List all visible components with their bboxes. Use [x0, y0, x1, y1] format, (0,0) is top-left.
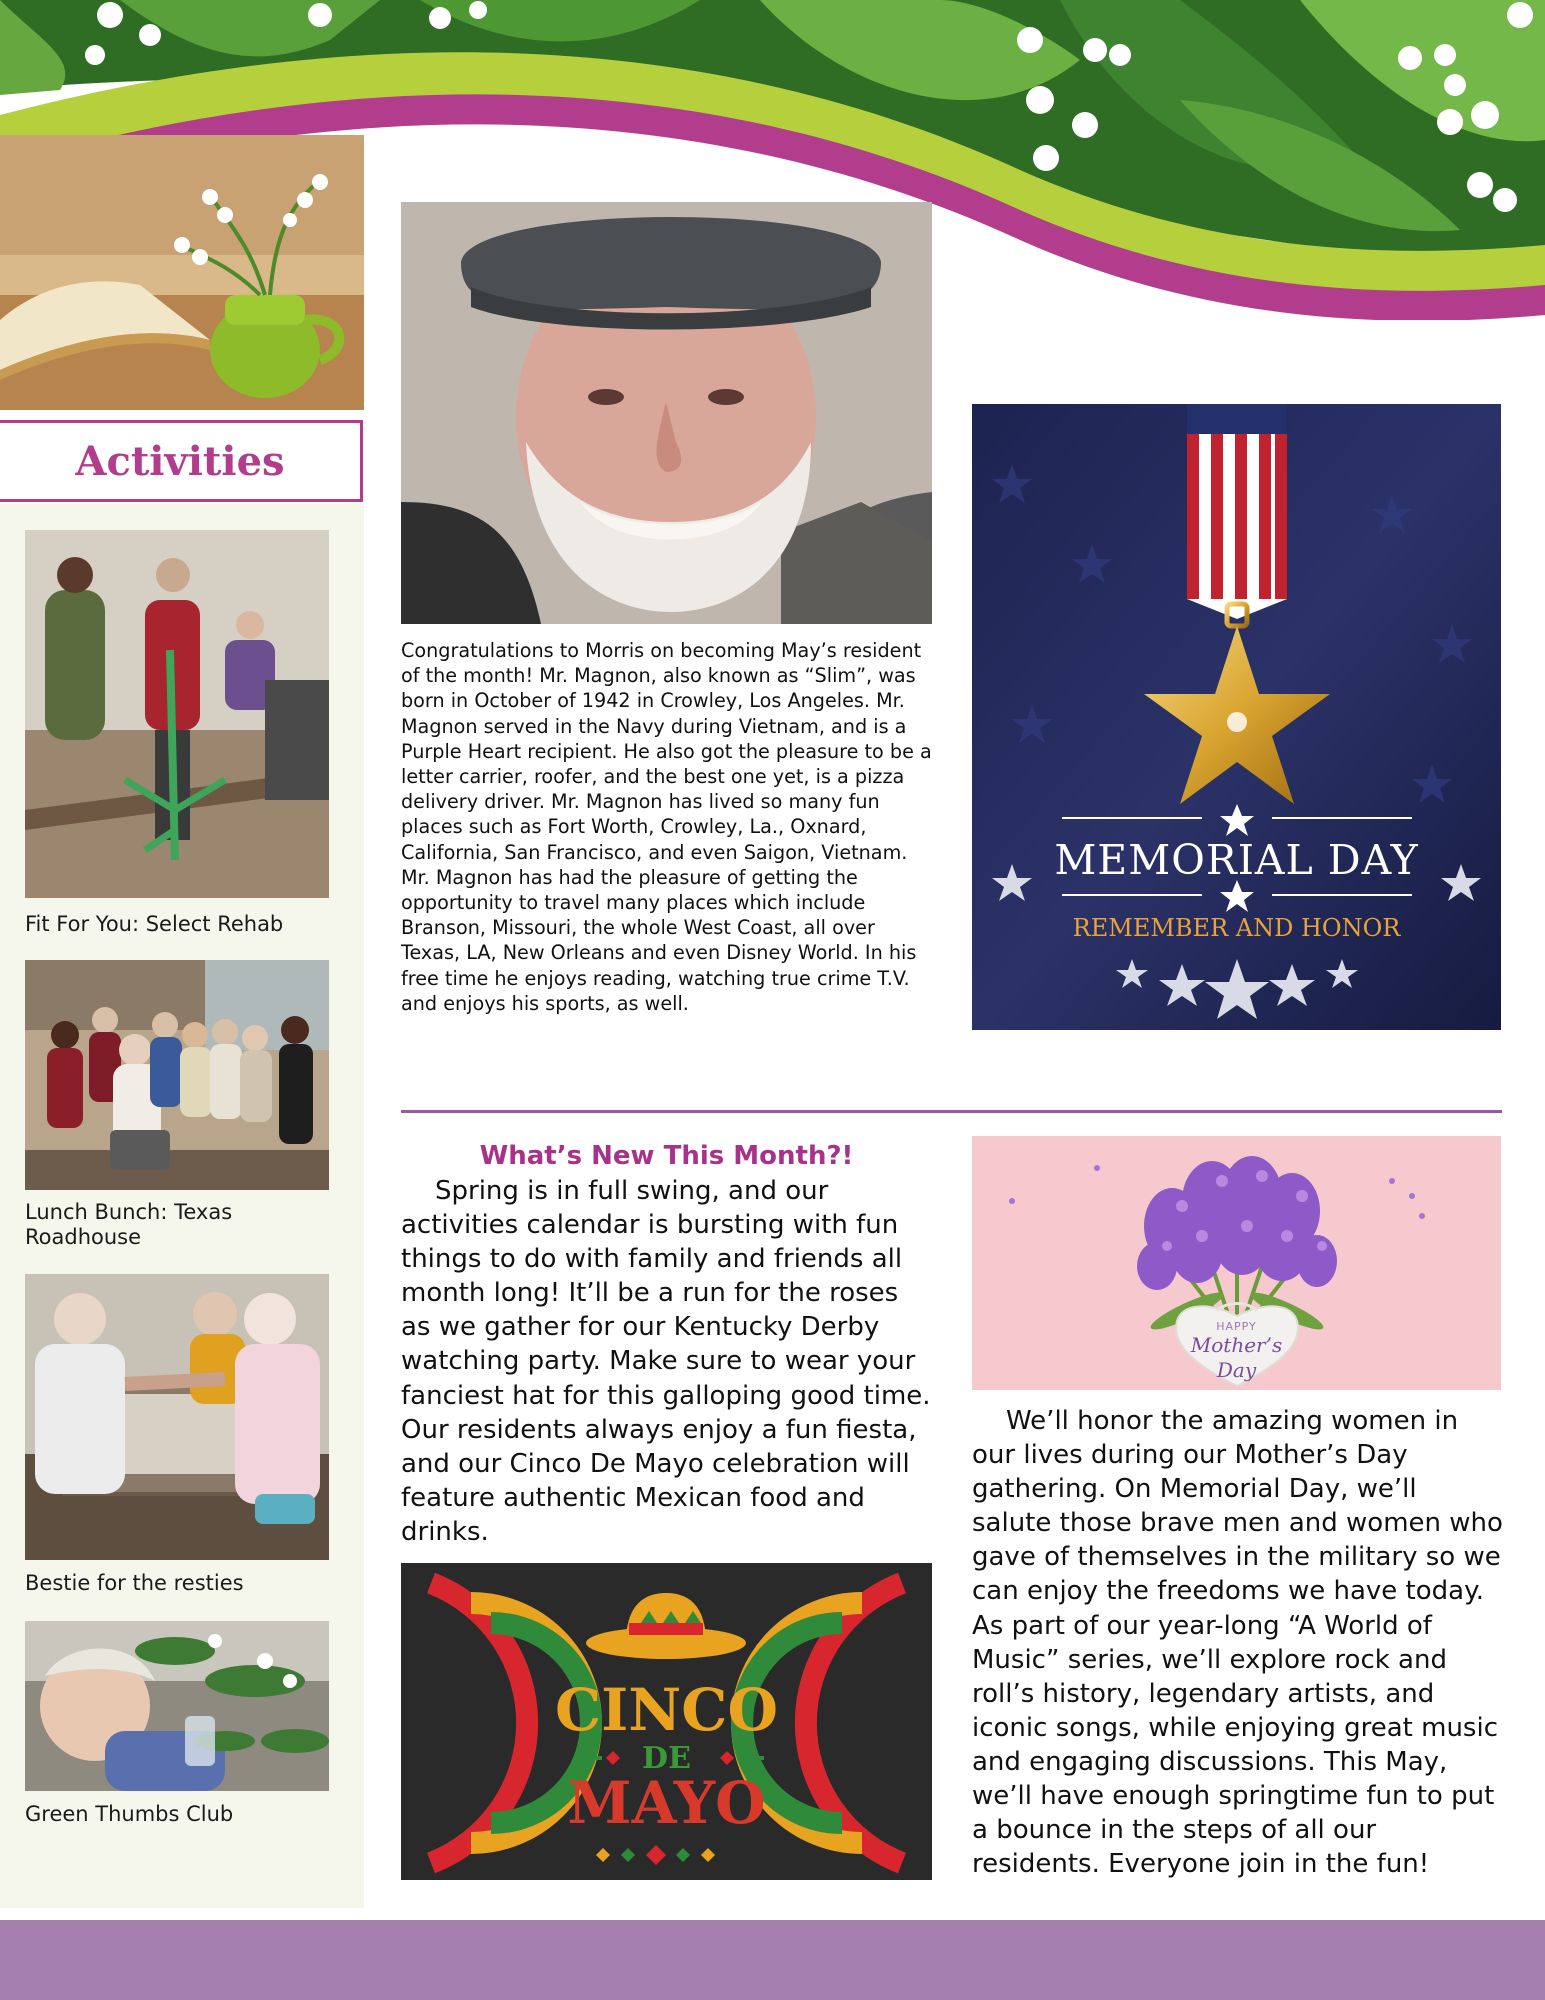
gardening-photo: [25, 1621, 329, 1791]
resident-portrait-photo: [401, 202, 932, 624]
footer-bar: [0, 1920, 1545, 2000]
cinco-de-mayo-word-2: DE: [642, 1741, 691, 1776]
mothers-day-card: [972, 1136, 1501, 1390]
whats-new-body: Spring is in full swing, and our activities calendar is bursting with fun things to do with family and friends all month long! It’ll be a run for the roses as we gather for our Kentucky Derby watching party. Make sure to wear your fanciest hat for this galloping good time. Our residents always enjoy a fun fiesta, and our Cinco De Mayo celebration will feature authentic Mexican food and drinks.: [401, 1176, 931, 1547]
memorial-day-subtitle: REMEMBER AND HONOR: [1072, 914, 1401, 942]
activities-heading-box: [0, 420, 363, 502]
memorial-day-card: [972, 404, 1501, 1030]
activity-caption-4: Green Thumbs Club: [25, 1802, 234, 1826]
cinco-de-mayo-card: [401, 1563, 932, 1880]
section-divider: [401, 1110, 1502, 1113]
group-photo: [25, 960, 329, 1190]
activities-heading: Activities: [75, 437, 285, 485]
resident-of-the-month-text: Congratulations to Morris on becoming May’s resident of the month! Mr. Magnon, also known as “Slim”, was born in October of 1942 in Crowley, Los Angeles. Mr. Magnon served in the Navy during Vietnam, and is a Purple Heart recipient. He also got the pleasure to be a letter carrier, roofer, and the best one yet, is a pizza delivery driver. Mr. Magnon has lived so many fun places such as Fort Worth, Crowley, La., Oxnard, California, San Francisco, and even Saigon, Vietnam. Mr. Magnon has had the pleasure of getting the opportunity to travel many places which include Branson, Missouri, the whole West Coast, all over Texas, LA, New Orleans and even Disney World. In his free time he enjoys reading, watching true crime T.V. and enjoys his sports, as well.: [401, 639, 932, 1015]
mothers-day-text: [972, 1404, 1504, 1881]
activities-sidebar: [0, 503, 364, 1908]
mothers-day-happy-label: HAPPY: [1216, 1320, 1257, 1333]
activity-caption-1: Fit For You: Select Rehab: [25, 912, 284, 936]
cinco-de-mayo-word-1: CINCO: [555, 1676, 778, 1744]
mothers-day-title-1: Mother’s: [1190, 1333, 1283, 1357]
mothers-day-body: We’ll honor the amazing women in our lives during our Mother’s Day gathering. On Memorial Day, we’ll salute those brave men and women who gave of themselves in the military so we can enjoy the freedoms we have today. As part of our year-long “A World of Music” series, we’ll explore rock and roll’s history, legendary artists, and iconic songs, while enjoying great music and engaging discussions. This May, we’ll have enough springtime fun to put a bounce in the steps of all our residents. Everyone join in the fun!: [972, 1406, 1503, 1880]
mothers-day-title-2: Day: [1216, 1358, 1257, 1382]
memorial-day-title: MEMORIAL DAY: [1054, 836, 1419, 884]
book-and-flowers-photo: [0, 135, 364, 410]
exercise-photo: [25, 530, 329, 898]
activity-caption-3: Bestie for the resties: [25, 1571, 244, 1595]
activity-caption-2: Lunch Bunch: Texas Roadhouse: [25, 1200, 233, 1249]
whats-new-text: [401, 1174, 932, 1549]
cinco-de-mayo-word-3: MAYO: [567, 1769, 766, 1837]
friends-photo: [25, 1274, 329, 1560]
whats-new-heading: What’s New This Month?!: [479, 1141, 854, 1171]
